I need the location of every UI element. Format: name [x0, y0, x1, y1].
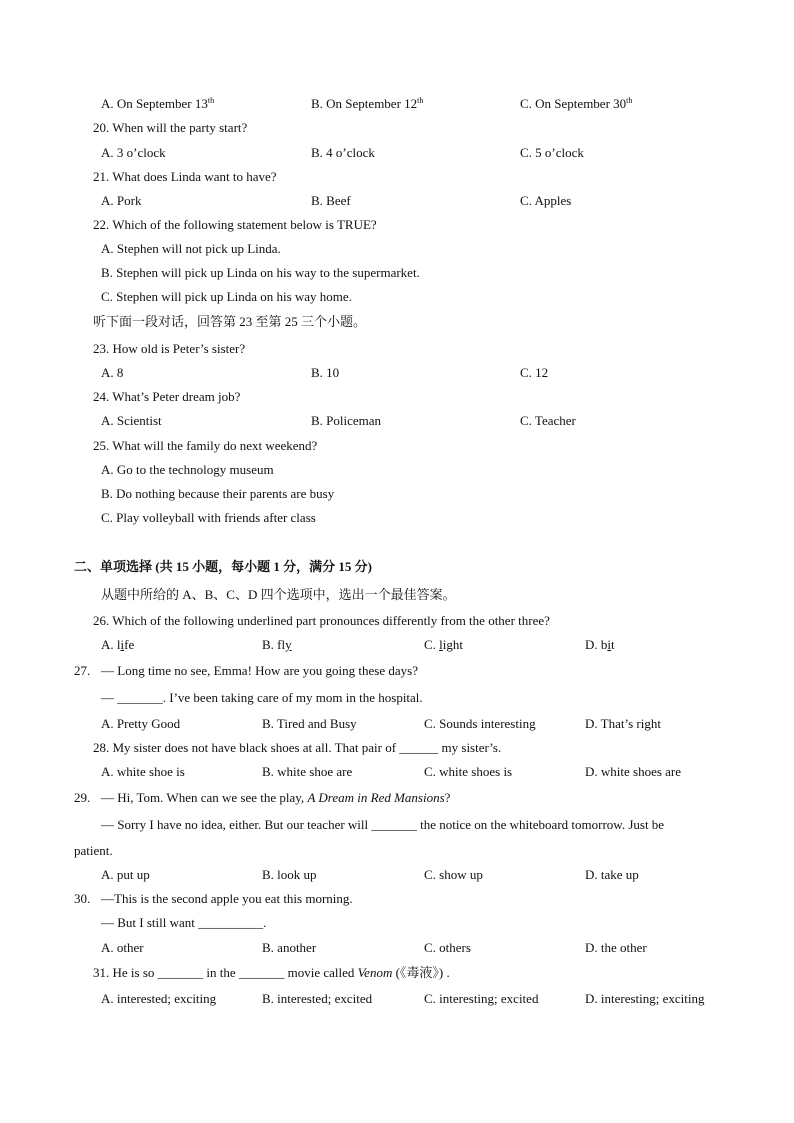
- q31-stem: 31. He is so _______ in the _______ movie called Venom (《毒液》) .: [93, 965, 450, 980]
- q23-option-b: B. 10: [311, 365, 340, 380]
- q23-option-a: A. 8: [101, 365, 124, 380]
- q21-option-c: C. Apples: [520, 193, 572, 208]
- q29-option-b: B. look up: [262, 867, 317, 882]
- q22-option-a: A. Stephen will not pick up Linda.: [101, 241, 281, 256]
- q29-option-c: C. show up: [424, 867, 483, 882]
- q28-stem: 28. My sister does not have black shoes at all. That pair of ______ my sister’s.: [93, 740, 502, 755]
- section-2-instruction: 从题中所给的 A、B、C、D 四个选项中，选出一个最佳答案。: [101, 587, 456, 602]
- q30-line-2: — But I still want __________.: [101, 915, 267, 930]
- section-2-title: 二、单项选择 (共 15 小题，每小题 1 分，满分 15 分): [74, 559, 372, 574]
- q22-stem: 22. Which of the following statement below is TRUE?: [93, 217, 377, 232]
- q23-stem: 23. How old is Peter’s sister?: [93, 341, 246, 356]
- q28-option-c: C. white shoes is: [424, 764, 513, 779]
- q27-option-a: A. Pretty Good: [101, 716, 181, 731]
- q28-option-a: A. white shoe is: [101, 764, 185, 779]
- q20-option-c: C. 5 o’clock: [520, 145, 584, 160]
- q24-option-b: B. Policeman: [311, 413, 382, 428]
- q19-option-b: B. On September 12th: [311, 96, 424, 111]
- q28-option-d: D. white shoes are: [585, 764, 682, 779]
- q29-option-a: A. put up: [101, 867, 150, 882]
- q30-number: 30.: [74, 891, 91, 906]
- q31-option-a: A. interested; exciting: [101, 991, 217, 1006]
- q20-option-a: A. 3 o’clock: [101, 145, 166, 160]
- q31-option-b: B. interested; excited: [262, 991, 373, 1006]
- q29-line-2: — Sorry I have no idea, either. But our teacher will _______ the notice on the whiteboard tomorrow. Just be: [101, 817, 665, 832]
- q26-option-d: D. bit: [585, 637, 615, 652]
- q19-option-c: C. On September 30th: [520, 96, 633, 111]
- q23-option-c: C. 12: [520, 365, 549, 380]
- q30-line-1: —This is the second apple you eat this morning.: [101, 891, 353, 906]
- q30-option-d: D. the other: [585, 940, 647, 955]
- q22-option-b: B. Stephen will pick up Linda on his way to the supermarket.: [101, 265, 420, 280]
- q27-option-d: D. That’s right: [585, 716, 661, 731]
- q31-option-d: D. interesting; exciting: [585, 991, 705, 1006]
- q24-option-a: A. Scientist: [101, 413, 162, 428]
- q22-option-c: C. Stephen will pick up Linda on his way home.: [101, 289, 352, 304]
- q19-option-a: A. On September 13th: [101, 96, 215, 111]
- q25-option-b: B. Do nothing because their parents are busy: [101, 486, 335, 501]
- q27-number: 27.: [74, 663, 91, 678]
- q27-option-b: B. Tired and Busy: [262, 716, 357, 731]
- q29-option-d: D. take up: [585, 867, 639, 882]
- q21-option-b: B. Beef: [311, 193, 351, 208]
- q30-option-b: B. another: [262, 940, 317, 955]
- q29-number: 29.: [74, 790, 91, 805]
- q21-option-a: A. Pork: [101, 193, 142, 208]
- q24-stem: 24. What’s Peter dream job?: [93, 389, 241, 404]
- q27-line-1: — Long time no see, Emma! How are you going these days?: [101, 663, 418, 678]
- q28-option-b: B. white shoe are: [262, 764, 353, 779]
- q25-option-a: A. Go to the technology museum: [101, 462, 274, 477]
- q30-option-c: C. others: [424, 940, 471, 955]
- q24-option-c: C. Teacher: [520, 413, 576, 428]
- movie-title: Venom: [357, 965, 393, 980]
- q21-stem: 21. What does Linda want to have?: [93, 169, 277, 184]
- q27-option-c: C. Sounds interesting: [424, 716, 536, 731]
- q30-option-a: A. other: [101, 940, 144, 955]
- q29-line-3: patient.: [74, 843, 113, 858]
- q29-line-1: — Hi, Tom. When can we see the play, A Dream in Red Mansions?: [101, 790, 451, 805]
- q27-line-2: — _______. I’ve been taking care of my mom in the hospital.: [101, 690, 423, 705]
- q26-option-c: C. light: [424, 637, 464, 652]
- q25-stem: 25. What will the family do next weekend?: [93, 438, 318, 453]
- q20-option-b: B. 4 o’clock: [311, 145, 375, 160]
- q20-stem: 20. When will the party start?: [93, 120, 248, 135]
- play-title: A Dream in Red Mansions: [307, 790, 445, 805]
- q26-stem: 26. Which of the following underlined part pronounces differently from the other three?: [93, 613, 550, 628]
- q26-option-b: B. fly: [262, 637, 292, 652]
- q25-option-c: C. Play volleyball with friends after class: [101, 510, 316, 525]
- q31-option-c: C. interesting; excited: [424, 991, 539, 1006]
- q26-option-a: A. life: [101, 637, 135, 652]
- listening-instruction: 听下面一段对话，回答第 23 至第 25 三个小题。: [93, 314, 367, 329]
